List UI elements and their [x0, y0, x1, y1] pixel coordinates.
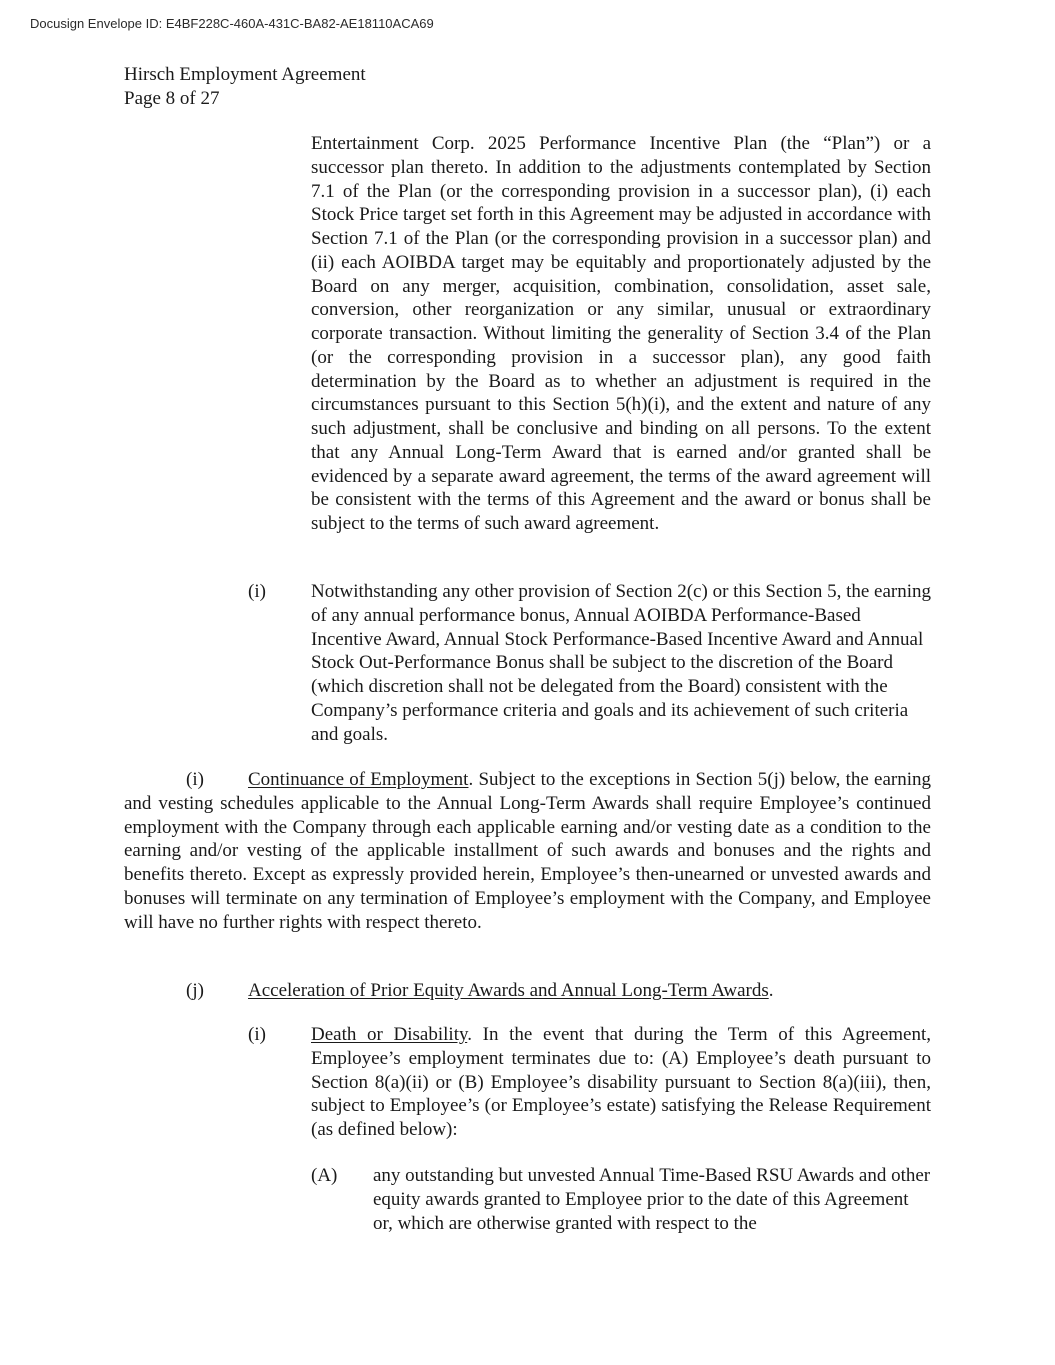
section-j-i-a-marker: (A): [311, 1165, 338, 1186]
section-j-i-a-paragraph: any outstanding but unvested Annual Time-Based RSU Awards and other equity awards granted to Employee prior to the date of this Agreement or, which are otherwise granted with respect to the: [373, 1165, 931, 1234]
section-i-paragraph: [124, 768, 931, 934]
section-j-tail: .: [768, 980, 774, 1001]
document-title: Hirsch Employment Agreement: [124, 64, 366, 85]
sub-item-marker: (i): [248, 581, 266, 602]
continuation-paragraph: Entertainment Corp. 2025 Performance Incentive Plan (the “Plan”) or a successor plan thereto. In addition to the adjustments contemplated by Section 7.1 of the Plan (or the corresponding provision in a successor plan), (i) each Stock Price target set forth in this Agreement may be adjusted in accordance with Section 7.1 of the Plan (or the corresponding provision in a successor plan) and (ii) each AOIBDA target may be equitably and proportionately adjusted by the Board on any merger, acquisition, combination, consolidation, asset sale, conversion, other reorganization or any similar, unusual or extraordinary corporate transaction. Without limiting the generality of Section 3.4 of the Plan (or the corresponding provision in a successor plan), any good faith determination by the Board as to whether an adjustment is required in the circumstances pursuant to this Section 5(h)(i), and the extent and nature of any such adjustment, shall be conclusive and binding on all persons. To the extent that any Annual Long-Term Award that is earned and/or granted shall be evidenced by a separate award agreement, the terms of the award agreement will be consistent with the terms of this Agreement and the award or bonus shall be subject to the terms of such award agreement.: [311, 133, 931, 534]
section-j-heading: Acceleration of Prior Equity Awards and Annual Long-Term Awards: [248, 980, 769, 1001]
page-number: Page 8 of 27: [124, 88, 220, 109]
docusign-envelope-id: Docusign Envelope ID: E4BF228C-460A-431C-BA82-AE18110ACA69: [30, 16, 434, 31]
section-j-i-text: . In the event that during the Term of this Agreement, Employee’s employment terminates due to: (A) Employee’s death pursuant to Section 8(a)(ii) or (B) Employee’s disability pursuant to Section 8(a)(iii), then, subject to Employee’s (or Employee’s estate) satisfying the Release Requirement (as defined below):: [311, 1024, 931, 1140]
section-j-i-heading: Death or Disability: [311, 1024, 468, 1045]
sub-item-paragraph: Notwithstanding any other provision of Section 2(c) or this Section 5, the earning of any annual performance bonus, Annual AOIBDA Performance-Based Incentive Award, Annual Stock Performance-Based Incentive Award and Annual Stock Out-Performance Bonus shall be subject to the discretion of the Board (which discretion shall not be delegated from the Board) consistent with the Company’s performance criteria and goals and its achievement of such criteria and goals.: [311, 581, 932, 745]
section-i-heading: Continuance of Employment: [248, 769, 469, 790]
section-j-heading-line: [248, 979, 948, 1003]
section-i-text: . Subject to the exceptions in Section 5(j) below, the earning and vesting schedules applicable to the Annual Long-Term Awards shall require Employee’s continued employment with the Company through each applicable earning and/or vesting date as a condition to the earning and/or vesting of the applicable installment of such awards and bonuses and the rights and benefits thereto. Except as expressly provided herein, Employee’s then-unearned or unvested awards and bonuses will terminate on any termination of Employee’s employment with the Company, and Employee will have no further rights with respect thereto.: [124, 769, 932, 933]
section-i-marker: (i): [186, 769, 204, 790]
section-j-i-marker: (i): [248, 1024, 266, 1045]
section-j-marker: (j): [186, 980, 204, 1001]
page-header: [124, 63, 366, 111]
section-j-i-paragraph: [311, 1023, 931, 1142]
